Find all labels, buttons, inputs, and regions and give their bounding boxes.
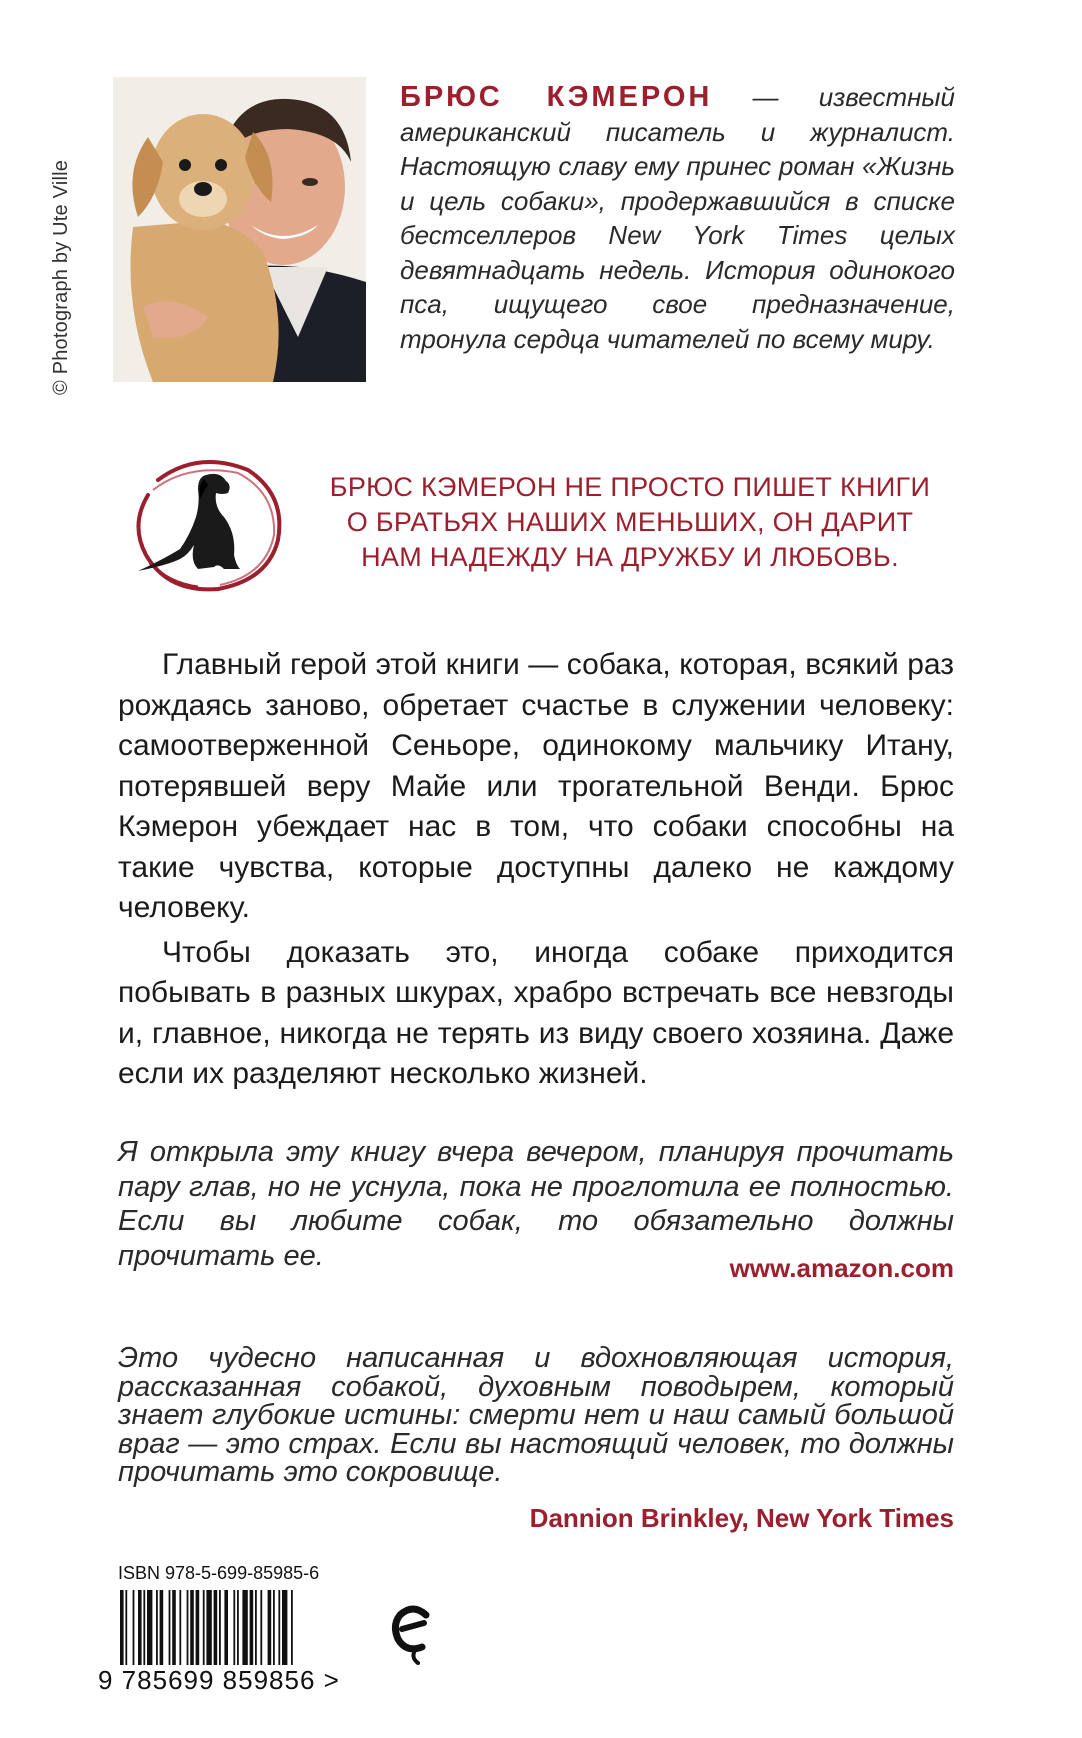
barcode-bar — [282, 1590, 287, 1675]
barcode-bar — [224, 1590, 228, 1675]
barcode-bar — [138, 1590, 142, 1675]
barcode-bar — [156, 1590, 158, 1675]
barcode-bar — [260, 1590, 262, 1675]
barcode-bar — [255, 1590, 257, 1675]
description-paragraph-2: Чтобы доказать это, иногда собаке приходится побывать в разных шкурах, храбро встречать все невзгоды и, главное, никогда не терять из виду своего хозяина. Даже если их разделяют несколько жизней. — [118, 935, 954, 1090]
tagline-line-3: НАМ НАДЕЖДУ НА ДРУЖБУ И ЛЮБОВЬ. — [361, 542, 899, 572]
barcode-bar — [125, 1590, 127, 1675]
barcode-bar — [147, 1590, 152, 1675]
barcode-bar — [203, 1590, 205, 1675]
tagline — [290, 470, 970, 575]
author-name: БРЮС КЭМЕРОН — [400, 81, 713, 113]
barcode-bar — [196, 1590, 200, 1675]
barcode-bar — [273, 1590, 275, 1675]
barcode-bar — [143, 1590, 145, 1675]
barcode-bar — [242, 1590, 247, 1675]
barcode-bar — [206, 1590, 211, 1675]
barcode-bar — [233, 1590, 235, 1675]
review-1-text: Я открыла эту книгу вчера вечером, планируя прочитать пару глав, но не уснула, пока не проглотила ее полностью. Если вы любите собак, то обязательно должны прочитать ее. — [118, 1136, 954, 1272]
barcode-bar — [190, 1590, 194, 1675]
barcode-bar — [237, 1590, 239, 1675]
barcode-bar — [133, 1590, 135, 1675]
publisher-logo-icon — [388, 1595, 438, 1665]
author-bio — [400, 80, 955, 356]
book-description — [118, 645, 954, 1099]
barcode-bar — [169, 1590, 171, 1675]
review-1-source: www.amazon.com — [729, 1253, 954, 1283]
isbn: ISBN 978-5-699-85985-6 — [118, 1563, 320, 1583]
barcode-bar — [160, 1590, 164, 1675]
dog-emblem-icon — [128, 455, 283, 593]
barcode-bar — [278, 1590, 280, 1675]
tagline-line-1: БРЮС КЭМЕРОН НЕ ПРОСТО ПИШЕТ КНИГИ — [329, 472, 931, 502]
barcode-bar — [219, 1590, 221, 1675]
review-2-source: Dannion Brinkley, New York Times — [529, 1503, 954, 1533]
barcode-bar — [179, 1590, 181, 1675]
tagline-line-2: О БРАТЬЯХ НАШИХ МЕНЬШИХ, ОН ДАРИТ — [346, 507, 914, 537]
barcode-bar — [187, 1590, 189, 1675]
barcode-bar — [120, 1590, 124, 1675]
review-2-text: Это чудесно написанная и вдохновляющая история, рассказанная собакой, духовным поводырем, который знает глубокие истины: смерти нет и наш самый большой враг — это страх. Если вы настоящий человек, то должны прочитать это сокровище. — [118, 1342, 954, 1488]
barcode-bar — [268, 1590, 272, 1675]
barcode-digits: 9 785699 859856 > — [98, 1665, 340, 1695]
author-photo — [113, 77, 366, 382]
description-paragraph-1: Главный герой этой книги — собака, которая, всякий раз рождаясь заново, обретает счастье в служении человеку: самоотверженной Сеньоре, одинокому мальчику Итану, потерявшей веру Майе или трогательной Венди. Брюс Кэмерон убеждает нас в том, что собаки способны на такие чувства, которые доступны далеко не каждому человеку. — [118, 648, 954, 924]
photo-credit: © Photograph by Ute Ville — [50, 159, 72, 395]
barcode — [118, 1590, 343, 1675]
author-bio-text: — известный американский писатель и журналист. Настоящую славу ему принес роман «Жизнь и цель собаки», продержавшийся в списке бестселлеров New York Times целых девятнадцать недель. История одинокого пса, ищущего свое предназначение, тронула сердца читателей по всему миру. — [400, 82, 956, 354]
barcode-bar — [250, 1590, 254, 1675]
barcode-bar — [172, 1590, 176, 1675]
barcode-bar — [291, 1590, 293, 1675]
barcode-bar — [214, 1590, 218, 1675]
